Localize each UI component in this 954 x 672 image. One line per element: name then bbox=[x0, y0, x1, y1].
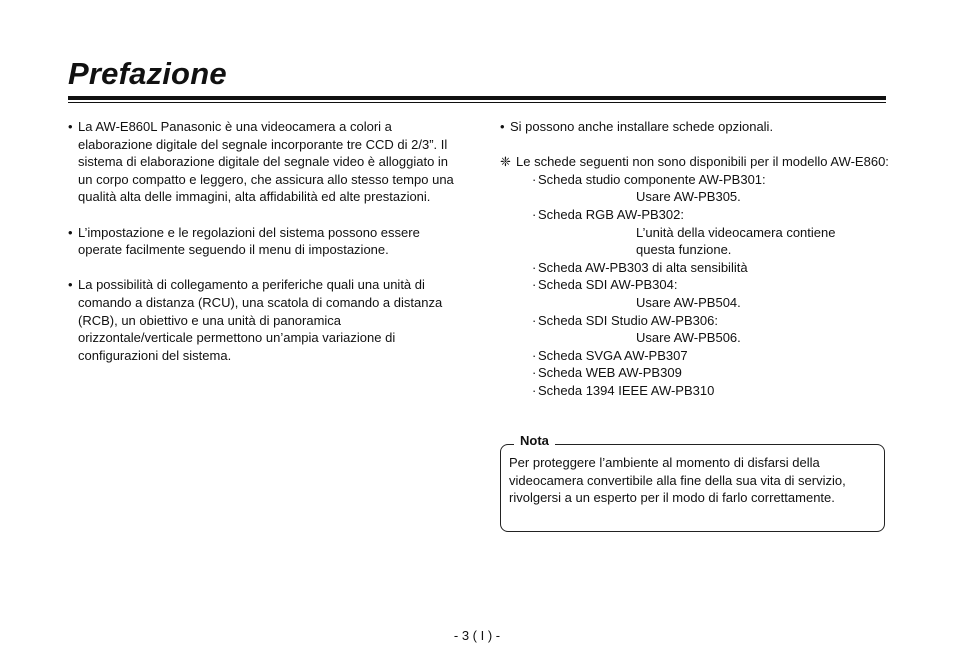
card-name: Scheda SVGA AW-PB307 bbox=[538, 347, 688, 363]
card-name: Scheda WEB AW-PB309 bbox=[538, 365, 682, 381]
nota-text: Per proteggere l’ambiente al momento di disfarsi della videocamera convertibile alla fine della sua vita di servizio, rivolgersi a un esperto per il modo di farlo correttamente. bbox=[509, 455, 846, 506]
left-paragraph-3 bbox=[68, 276, 458, 364]
card-sub-line: Usare AW-PB504. bbox=[636, 294, 741, 310]
left-paragraph-2 bbox=[68, 224, 458, 259]
card-name: Scheda SDI Studio AW-PB306: bbox=[538, 312, 718, 328]
card-name: Scheda studio componente AW-PB301: bbox=[538, 171, 766, 187]
title-rule-thin bbox=[68, 102, 886, 103]
card-item bbox=[500, 206, 890, 224]
card-mark: · bbox=[532, 365, 537, 381]
card-name: Scheda SDI AW-PB304: bbox=[538, 277, 678, 293]
card-mark: · bbox=[532, 382, 537, 398]
right-paragraph-optional-cards bbox=[500, 118, 890, 136]
card-item bbox=[500, 259, 890, 277]
card-mark: · bbox=[532, 171, 537, 187]
card-item bbox=[500, 312, 890, 330]
card-item bbox=[500, 276, 890, 294]
card-name: Scheda 1394 IEEE AW-PB310 bbox=[538, 382, 715, 398]
card-name: Scheda RGB AW-PB302: bbox=[538, 206, 684, 222]
page-title: Prefazione bbox=[68, 56, 227, 91]
note-text: Le schede seguenti non sono disponibili per il modello AW-E860: bbox=[516, 154, 889, 170]
card-mark: · bbox=[532, 277, 537, 293]
card-item bbox=[500, 171, 890, 189]
bullet-mark: • bbox=[68, 277, 73, 293]
nota-label: Nota bbox=[514, 433, 555, 448]
paragraph-text: La possibilità di collegamento a periferiche quali una unità di comando a distanza (RCU), una scatola di comando a distanza (RCB), un obiettivo e una unità di panoramica orizzontale/verticale permettono un’ampia variazione di configurazioni del sistema. bbox=[78, 277, 443, 363]
left-column bbox=[68, 118, 458, 382]
paragraph-text: L’impostazione e le regolazioni del sistema possono essere operate facilmente seguendo il menu di impostazione. bbox=[78, 224, 420, 258]
left-paragraph-1 bbox=[68, 118, 458, 206]
right-column bbox=[500, 118, 890, 400]
card-sub-line: Usare AW-PB506. bbox=[636, 330, 741, 346]
card-sub-line: Usare AW-PB305. bbox=[636, 189, 741, 205]
asterism-icon: ❈ bbox=[500, 154, 511, 170]
card-item bbox=[500, 364, 890, 382]
page-number: - 3 ( I ) - bbox=[453, 628, 501, 643]
bullet-mark: • bbox=[500, 119, 505, 134]
card-list bbox=[500, 171, 890, 400]
bullet-mark: • bbox=[68, 224, 73, 240]
card-item bbox=[500, 382, 890, 400]
card-sub-line: questa funzione. bbox=[636, 242, 732, 258]
card-item bbox=[500, 347, 890, 365]
card-mark: · bbox=[532, 312, 537, 328]
card-sub-line: L’unità della videocamera contiene bbox=[636, 224, 836, 240]
paragraph-text: La AW-E860L Panasonic è una videocamera a colori a elaborazione digitale del segnale incorporante tre CCD di 2/3”. Il sistema di elaborazione digitale del segnale video è alloggiato in un corpo compatto e leggero, che assicura allo stesso tempo una qualità alta delle immagini, alta affidabilità ed alte prestazioni. bbox=[78, 119, 454, 205]
card-mark: · bbox=[532, 347, 537, 363]
unavailable-cards-note bbox=[500, 153, 890, 171]
card-mark: · bbox=[532, 259, 537, 275]
paragraph-text: Si possono anche installare schede opzionali. bbox=[510, 119, 774, 134]
card-name: Scheda AW-PB303 di alta sensibilità bbox=[538, 259, 748, 275]
card-mark: · bbox=[532, 206, 537, 222]
bullet-mark: • bbox=[68, 119, 73, 134]
title-rule-thick bbox=[68, 96, 886, 100]
